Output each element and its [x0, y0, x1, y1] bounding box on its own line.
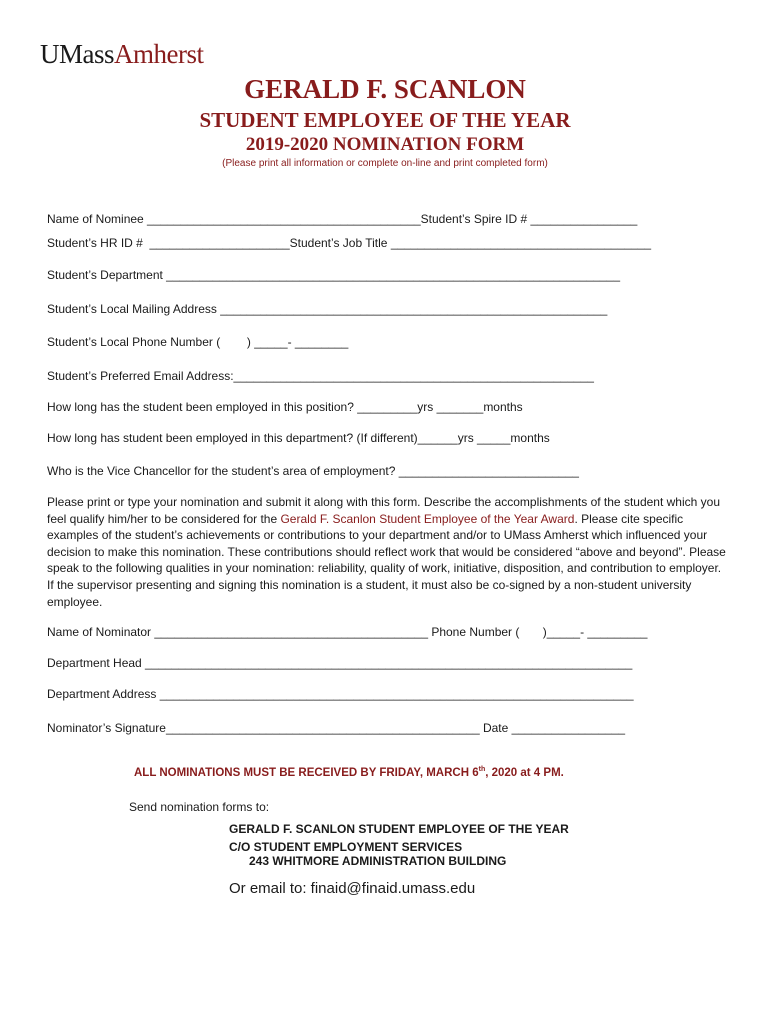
address-line-1: GERALD F. SCANLON STUDENT EMPLOYEE OF THE YEAR [229, 822, 569, 836]
email-contact[interactable]: Or email to: finaid@finaid.umass.edu [229, 880, 476, 897]
phone-field[interactable]: Student’s Local Phone Number ( ) _____- ________ [47, 335, 349, 349]
department-field[interactable]: Student’s Department ____________________________________________________________________ [47, 268, 620, 282]
hr-id-field[interactable]: Student’s HR ID # _____________________Student’s Job Title _______________________________________ [47, 236, 652, 250]
department-address-field[interactable]: Department Address _______________________________________________________________________ [47, 687, 634, 701]
deadline-notice [134, 766, 564, 779]
address-line-3: 243 WHITMORE ADMINISTRATION BUILDING [229, 854, 507, 868]
nomination-instructions [47, 494, 727, 610]
employed-position-field[interactable]: How long has the student been employed in this position? _________yrs _______months [47, 400, 523, 414]
deadline-text: ALL NOMINATIONS MUST BE RECEIVED BY FRIDAY, MARCH 6 [134, 766, 479, 779]
vice-chancellor-field[interactable]: Who is the Vice Chancellor for the student’s area of employment? ___________________________ [47, 464, 579, 478]
award-name: Gerald F. Scanlon Student Employee of the Year Award [280, 511, 575, 526]
address-line-2: C/O STUDENT EMPLOYMENT SERVICES [229, 840, 463, 854]
mailing-address-field[interactable]: Student’s Local Mailing Address __________________________________________________________ [47, 302, 608, 316]
deadline-sup: th [478, 766, 486, 773]
logo-amherst: Amherst [114, 39, 204, 69]
deadline-text-2: , 2020 at 4 PM. [485, 766, 564, 779]
employed-department-field[interactable]: How long has student been employed in this department? (If different)______yrs _____months [47, 431, 550, 445]
nominator-signature-field[interactable]: Nominator’s Signature_______________________________________________ Date _________________ [47, 721, 626, 735]
send-label: Send nomination forms to: [129, 800, 270, 814]
department-head-field[interactable]: Department Head _________________________________________________________________________ [47, 656, 633, 670]
form-name: 2019-2020 NOMINATION FORM [245, 134, 525, 155]
nominee-name-field[interactable]: Name of Nominee _________________________________________Student’s Spire ID # ________________ [47, 212, 638, 226]
instructions-text-1: Please print or type your nomination and submit it along with this form. Describe the accomplishments of the student which you feel qualify him/her to be considered for the [47, 495, 721, 526]
logo-umass: UMass [40, 39, 115, 69]
form-subtitle: STUDENT EMPLOYEE OF THE YEAR [199, 108, 571, 132]
nominator-name-field[interactable]: Name of Nominator _________________________________________ Phone Number ( )_____- _________ [47, 625, 648, 639]
form-title: GERALD F. SCANLON [244, 74, 526, 104]
email-field[interactable]: Student’s Preferred Email Address:______________________________________________________ [47, 369, 594, 383]
umass-amherst-logo [40, 41, 204, 68]
form-instructions: (Please print all information or complete on-line and print completed form) [222, 158, 548, 169]
instructions-text-2: . Please cite specific examples of the student’s achievements or contributions to your department and/or to UMass Amherst which influenced your decision to make this nomination. These contributions should reflect work that would be considered “above and beyond”. Please speak to the following qualities in your nomination: reliability, quality of work, initiative, disposition, and contribution to employer. If the supervisor presenting and signing this nomination is a student, it must also be co-signed by a non-student university employee. [47, 511, 726, 609]
